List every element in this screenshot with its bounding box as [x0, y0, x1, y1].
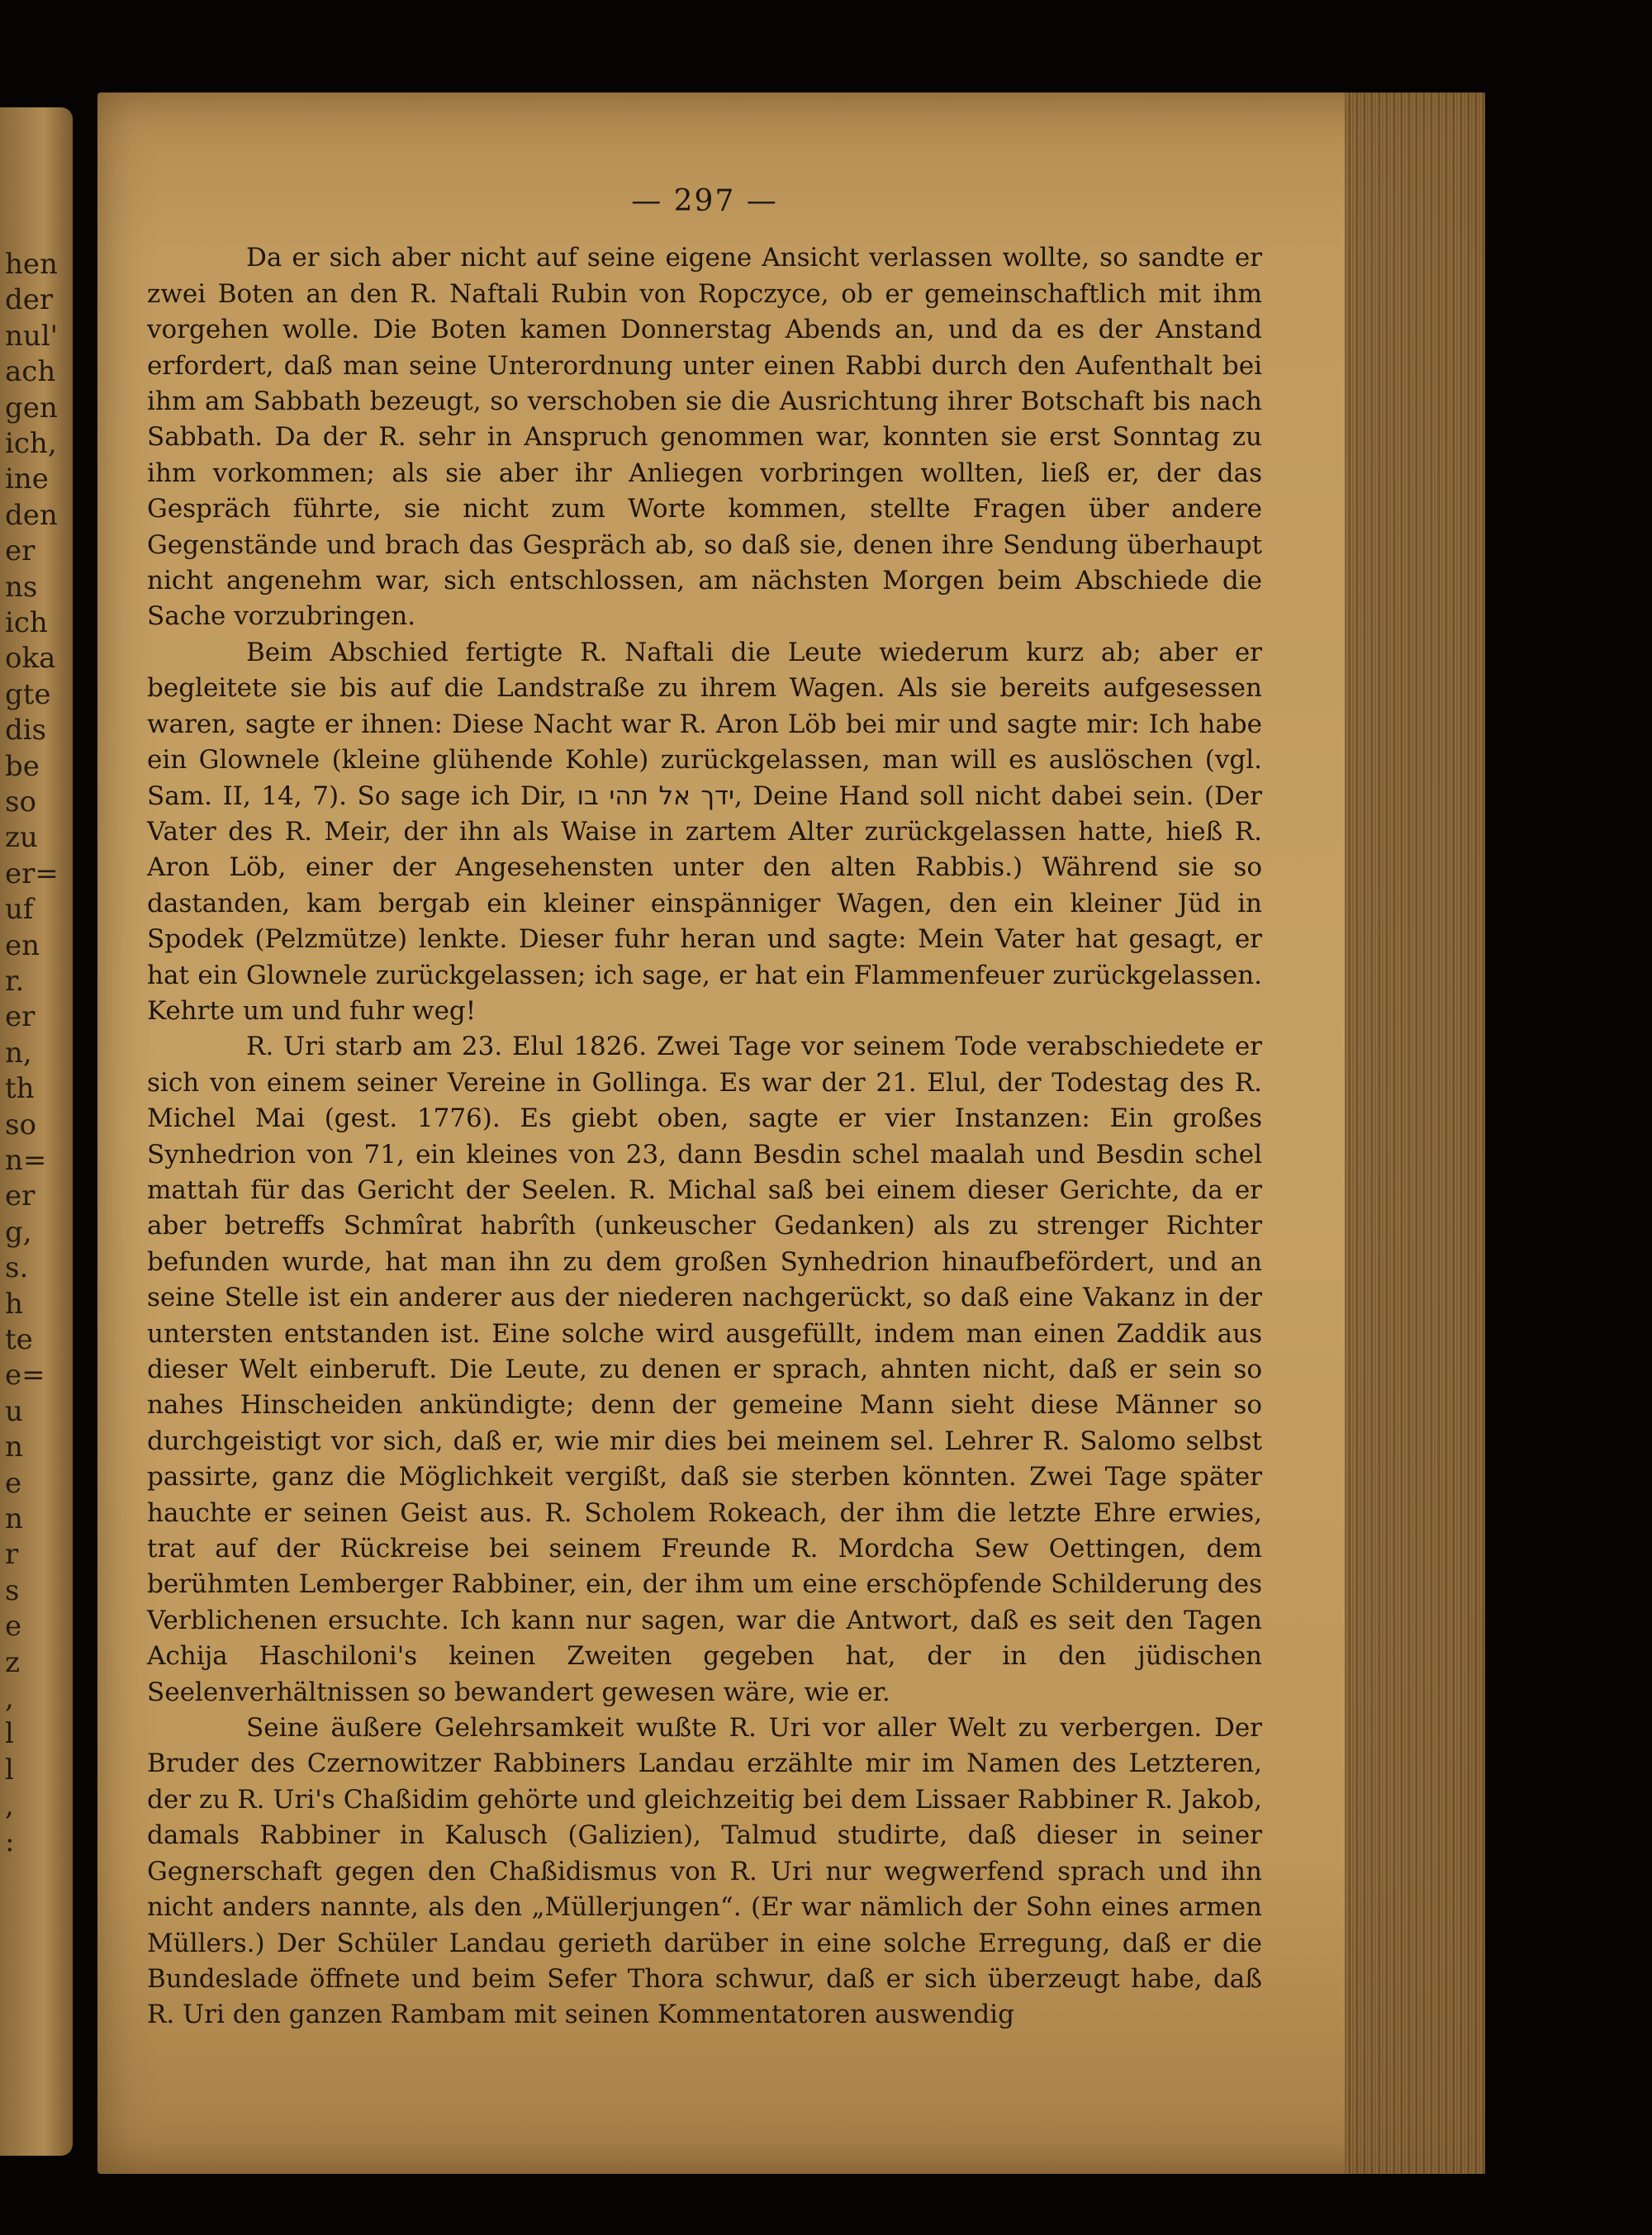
facing-page-fragment: gte: [5, 677, 51, 711]
facing-page-fragment: r: [5, 1538, 19, 1572]
facing-page-fragment: te: [5, 1323, 33, 1356]
facing-page-fragment: ich: [5, 606, 48, 639]
facing-page-fragment: ,: [5, 1789, 14, 1823]
facing-page-fragment: en: [5, 928, 40, 962]
facing-page-fragment: ach: [5, 355, 56, 389]
paragraph: Seine äußere Gelehrsamkeit wußte R. Uri vor aller Welt zu verbergen. Der Bruder des Czernowitzer Rabbiners Landau erzählte mir im Namen des Letzteren, der zu R. Uri's Chaßidim gehörte und gleichzeitig bei dem Lissaer Rabbiner R. Jakob, damals Rabbiner in Kalusch (Galizien), Talmud studirte, daß dieser in seiner Gegnerschaft gegen den Chaßidismus von R. Uri nur wegwerfend sprach und ihn nicht anders nannte, als den „Müllerjungen“. (Er war nämlich der Sohn eines armen Müllers.) Der Schüler Landau gerieth darüber in eine solche Erregung, daß er die Bundeslade öffnete und beim Sefer Thora schwur, daß er sich überzeugt habe, daß R. Uri den ganzen Rambam mit seinen Kommentatoren auswendig: [147, 1713, 1262, 2030]
facing-page-fragment: s: [5, 1573, 20, 1607]
facing-page-fragment: ine: [5, 463, 49, 496]
facing-page-fragment: h: [5, 1287, 23, 1321]
facing-page-fragment: der: [5, 283, 54, 317]
facing-page-fragment: u: [5, 1394, 23, 1428]
facing-page-fragment: s.: [5, 1251, 29, 1285]
book-page: [97, 93, 1485, 2174]
facing-page-fragment: den: [5, 498, 58, 532]
paragraph-text: Beim Abschied fertigte R. Naftali die Leute wiederum kurz ab; aber er begleitete sie bis auf die Landstraße zu ihrem Wagen. Als sie bereits aufgesessen waren, sagte er ihnen: Diese Nacht war R. Aron Löb bei mir und sagte mir: Ich habe ein Glownele (kleine glühende Kohle) zurückgelassen, man will es auslöschen (vgl. Sam. II, 14, 7). So sage ich Dir,: [147, 637, 1262, 811]
facing-page-fragment: so: [5, 1108, 36, 1141]
facing-page-edge: [0, 107, 73, 2156]
facing-page-fragment: so: [5, 785, 36, 819]
facing-page-fragment: e=: [5, 1359, 45, 1393]
facing-page-fragment: oka: [5, 642, 56, 676]
facing-page-fragment: dis: [5, 714, 47, 747]
facing-page-fragment: nul': [5, 319, 59, 353]
facing-page-fragment: be: [5, 749, 40, 783]
page-content: [147, 183, 1262, 2033]
facing-page-fragment: gen: [5, 391, 58, 425]
facing-page-fragment: n: [5, 1502, 23, 1535]
facing-page-fragment: n=: [5, 1144, 47, 1177]
facing-page-fragment: e: [5, 1610, 22, 1644]
facing-page-fragment: hen: [5, 248, 58, 281]
facing-page-fragment: e: [5, 1466, 22, 1500]
facing-page-fragment: ,: [5, 1682, 14, 1715]
facing-page-fragment: :: [5, 1825, 15, 1858]
facing-page-fragment: n: [5, 1431, 23, 1464]
paragraph-text: Deine Hand soll nicht dabei sein. (Der Vater des R. Meir, der ihn als Waise in zartem Alter zurückgelassen hatte, hieß R. Aron Löb, einer der Angesehensten unter den alten Rabbis.) Während sie so dastanden, kam bergab ein kleiner einspänniger Wagen, den ein kleiner Jüd in Spodek (Pelzmütze) lenkte. Dieser fuhr heran und sagte: Mein Vater hat gesagt, er hat ein Glownele zurückgelassen; ich sage, er hat ein Flammenfeuer zurückgelassen. Kehrte um und fuhr weg!: [147, 781, 1262, 1026]
paragraph: Da er sich aber nicht auf seine eigene Ansicht verlassen wollte, so sandte er zwei Boten an den R. Naftali Rubin von Ropczyce, ob er gemeinschaftlich mit ihm vorgehen wolle. Die Boten kamen Donnerstag Abends an, und da es der Anstand erfordert, daß man seine Unterordnung unter einen Rabbi durch den Aufenthalt bei ihm am Sabbath bezeugt, so verschoben sie die Ausrichtung ihrer Botschaft bis nach Sabbath. Da der R. sehr in Anspruch genommen war, konnten sie erst Sonntag zu ihm vorkommen; als sie aber ihr Anliegen vorbringen wollten, ließ er, der das Gespräch führte, sie nicht zum Worte kommen, stellte Fragen über andere Gegenstände und brach das Gespräch ab, so daß sie, denen ihre Sendung überhaupt nicht angenehm war, sich entschlossen, am nächsten Morgen beim Abschiede die Sache vorzubringen.: [147, 243, 1262, 632]
facing-page-fragment: l: [5, 1753, 14, 1787]
facing-page-fragment: g,: [5, 1215, 32, 1249]
facing-page-fragment: n,: [5, 1036, 32, 1070]
page-stack-edge: [1345, 93, 1485, 2174]
facing-page-fragment: l: [5, 1717, 14, 1751]
facing-page-fragment: ich,: [5, 427, 57, 460]
facing-page-fragment: er: [5, 534, 36, 568]
facing-page-fragment: z: [5, 1645, 20, 1679]
facing-page-fragment: r.: [5, 965, 25, 998]
facing-page-fragment: zu: [5, 821, 38, 855]
facing-page-fragment: er=: [5, 857, 59, 890]
hebrew-quote: ידך אל תהי בו: [577, 781, 734, 811]
facing-page-fragment: er: [5, 1000, 36, 1034]
paragraph: Beim Abschied fertigte R. Naftali die Leute wiederum kurz ab; aber er begleitete sie bis auf die Landstraße zu ihrem Wagen. Als sie bereits aufgesessen waren, sagte er ihnen: Diese Nacht war R. Aron Löb bei mir und sagte mir: Ich habe ein Glownele (kleine glühende Kohle) zurückgelassen, man will es auslöschen (vgl. Sam. II, 14, 7). So sage ich Dir, ידך אל תהי בו, Deine Hand soll nicht dabei sein. (Der Vater des R. Meir, der ihn als Waise in zartem Alter zurückgelassen hatte, hieß R. Aron Löb, einer der Angesehensten unter den alten Rabbis.) Während sie so dastanden, kam bergab ein kleiner einspänniger Wagen, den ein kleiner Jüd in Spodek (Pelzmütze) lenkte. Dieser fuhr heran und sagte: Mein Vater hat gesagt, er hat ein Glownele zurückgelassen; ich sage, er hat ein Flammenfeuer zurückgelassen. Kehrte um und fuhr weg!: [147, 637, 1262, 1026]
facing-page-fragment: er: [5, 1179, 36, 1213]
facing-page-fragment: ns: [5, 570, 38, 604]
facing-page-fragment: th: [5, 1072, 35, 1106]
page-number: — 297 —: [631, 184, 778, 218]
facing-page-fragment: uf: [5, 893, 34, 927]
paragraph: R. Uri starb am 23. Elul 1826. Zwei Tage vor seinem Tode verabschiedete er sich von einem seiner Vereine in Gollinga. Es war der 21. Elul, der Todestag des R. Michel Mai (gest. 1776). Es giebt oben, sagte er vier Instanzen: Ein großes Synhedrion von 71, ein kleines von 23, dann Besdin schel maalah und Besdin schel mattah für das Gericht der Seelen. R. Michal saß bei einem dieser Gerichte, da er aber betreffs Schmîrat habrîth (unkeuscher Gedanken) als zu strenger Richter befunden wurde, hat man ihn zu dem großen Synhedrion hinaufbefördert, und an seine Stelle ist ein anderer aus der niederen nachgerückt, so daß eine Vakanz in der untersten entstanden ist. Eine solche wird ausgefüllt, indem man einen Zaddik aus dieser Welt einberuft. Die Leute, zu denen er sprach, ahnten nicht, daß er sein so nahes Hinscheiden ankündigte; denn der gemeine Mann sieht diese Männer so durchgeistigt vor sich, daß er, wie mir dies bei meinem sel. Lehrer R. Salomo selbst passirte, ganz die Möglichkeit vergißt, daß sie sterben könnten. Zwei Tage später hauchte er seinen Geist aus. R. Scholem Rokeach, der ihm die letzte Ehre erwies, trat auf der Rückreise bei seinem Freunde R. Mordcha Sew Oettingen, dem berühmten Lemberger Rabbiner, ein, der ihm um eine erschöpfende Schilderung des Verblichenen ersuchte. Ich kann nur sagen, war die Antwort, daß es seit den Tagen Achija Haschiloni's keinen Zweiten gegeben hat, der in den jüdischen Seelenverhältnissen so bewandert gewesen wäre, wie er.: [147, 1032, 1262, 1707]
